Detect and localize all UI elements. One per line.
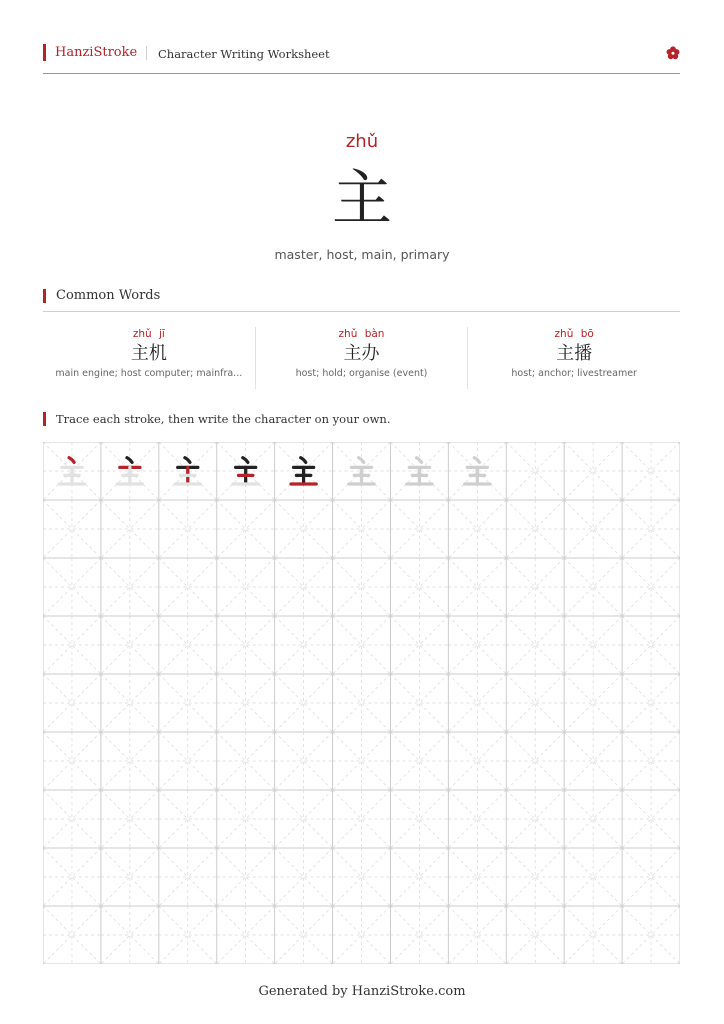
word-card: [43, 327, 255, 389]
common-words-title: Common Words: [56, 288, 161, 303]
brand-name[interactable]: HanziStroke: [55, 45, 138, 60]
footer-credit: Generated by HanziStroke.com: [258, 984, 466, 999]
common-words-list: [43, 327, 680, 389]
header-accent-bar: [43, 44, 46, 61]
word-card: [467, 327, 680, 389]
worksheet-subtitle: Character Writing Worksheet: [158, 47, 330, 61]
character-pinyin: zhǔ: [345, 131, 379, 152]
word-characters: 主机: [130, 343, 167, 364]
word-pinyin: zhǔ bàn: [338, 328, 385, 340]
cell-guides: [43, 442, 680, 964]
word-meaning: host; hold; organise (event): [295, 368, 428, 379]
word-meaning: host; anchor; livestreamer: [511, 368, 637, 379]
main-character: 主: [332, 164, 392, 234]
word-pinyin: zhǔ bō: [554, 328, 594, 340]
word-characters: 主播: [556, 343, 593, 364]
word-pinyin: zhǔ jī: [132, 328, 165, 340]
practice-instruction: Trace each stroke, then write the character on your own.: [56, 412, 391, 426]
section-divider: [43, 311, 680, 312]
header-separator: [146, 46, 147, 60]
plum-blossom-icon: [666, 46, 680, 60]
practice-grid-canvas[interactable]: [43, 442, 680, 964]
practice-grid[interactable]: [43, 442, 680, 964]
word-card: [255, 327, 468, 389]
section-accent-bar: [43, 289, 46, 303]
word-meaning: main engine; host computer; mainfra...: [55, 368, 243, 379]
section-accent-bar: [43, 412, 46, 426]
character-meaning: master, host, main, primary: [274, 247, 450, 262]
worksheet-header: [43, 43, 680, 74]
word-characters: 主办: [343, 343, 380, 364]
